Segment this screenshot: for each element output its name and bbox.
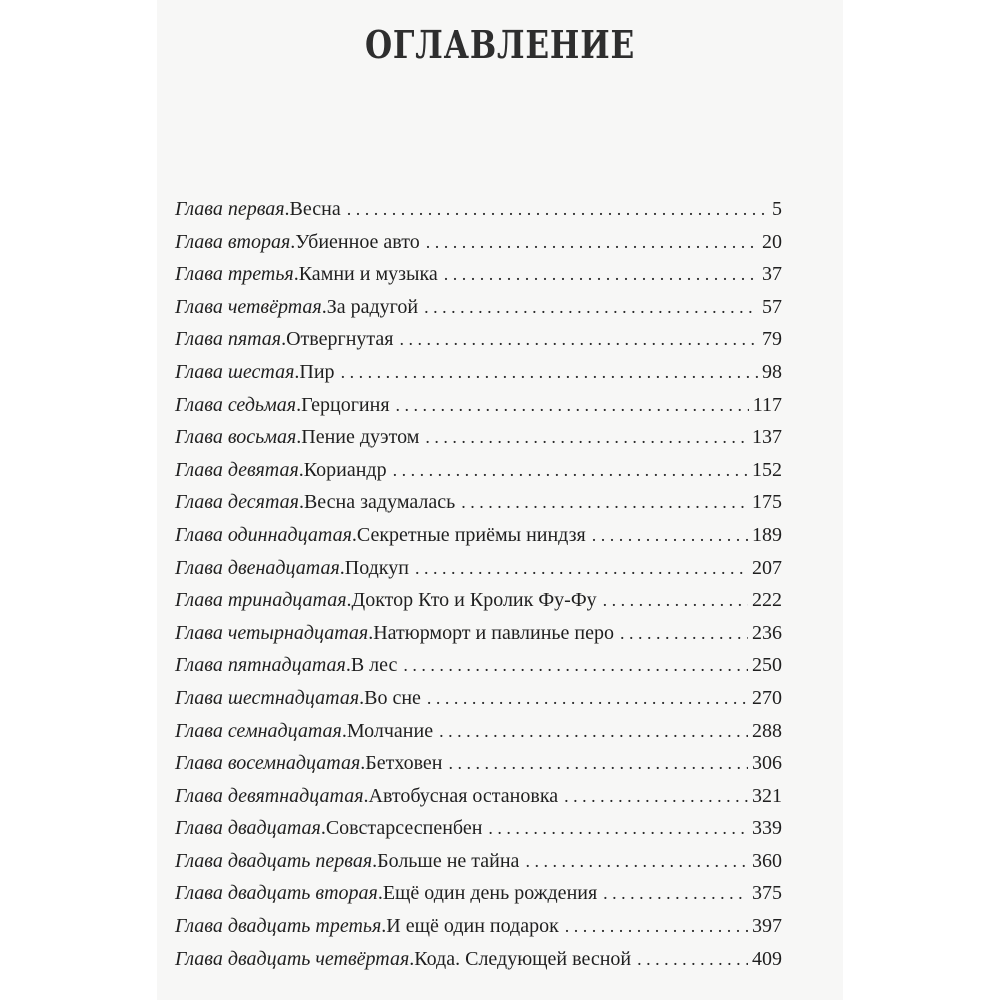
chapter-number: Глава четырнадцатая: [175, 621, 369, 644]
toc-entry: [175, 291, 782, 324]
page-number: 37: [762, 263, 782, 286]
dot-leader: [393, 454, 748, 487]
toc-entry: [175, 258, 782, 291]
dot-leader: [427, 682, 748, 715]
toc-entry: [175, 356, 782, 389]
chapter-number: Глава восьмая: [175, 426, 297, 449]
separator-period: .: [363, 784, 369, 807]
dot-leader: [525, 845, 748, 878]
dot-leader: [637, 943, 748, 976]
chapter-number: Глава девятая: [175, 458, 299, 481]
toc-entry: [175, 910, 782, 943]
page-number: 409: [752, 947, 782, 970]
page-number: 189: [752, 523, 782, 546]
dot-leader: [444, 258, 758, 291]
chapter-number: Глава тринадцатая: [175, 589, 347, 612]
chapter-title: И ещё один подарок: [386, 915, 559, 938]
chapter-title: Секретные приёмы ниндзя: [356, 523, 586, 546]
dot-leader: [449, 747, 748, 780]
toc-entry: [175, 812, 782, 845]
dot-leader: [439, 715, 748, 748]
chapter-number: Глава первая: [175, 198, 285, 220]
chapter-title: Доктор Кто и Кролик Фу-Фу: [351, 589, 597, 612]
separator-period: .: [346, 589, 352, 612]
separator-period: .: [359, 686, 365, 709]
toc-entry: [175, 617, 782, 650]
dot-leader: [426, 226, 758, 259]
page-number: 222: [752, 589, 782, 612]
chapter-title: Весна задумалась: [303, 491, 456, 514]
chapter-number: Глава восемнадцатая: [175, 752, 361, 775]
toc-entry: [175, 323, 782, 356]
dot-leader: [603, 584, 748, 617]
dot-leader: [396, 389, 749, 422]
dot-leader: [399, 323, 758, 356]
chapter-title: Совстарсеспенбен: [325, 817, 483, 840]
separator-period: .: [368, 621, 374, 644]
toc-entry: [175, 682, 782, 715]
page-number: 175: [752, 491, 782, 514]
chapter-title: Отвергнутая: [286, 328, 394, 351]
chapter-title: За радугой: [326, 295, 419, 318]
chapter-title: Пение дуэтом: [301, 426, 420, 449]
toc-entry: [175, 747, 782, 780]
separator-period: .: [320, 817, 326, 840]
chapter-number: Глава одиннадцатая: [175, 523, 352, 546]
chapter-number: Глава десятая: [175, 491, 299, 514]
chapter-number: Глава четвёртая: [175, 295, 322, 318]
toc-entry: [175, 389, 782, 422]
page-number: 270: [752, 686, 782, 709]
separator-period: .: [351, 523, 357, 546]
chapter-title: Больше не тайна: [377, 849, 520, 872]
chapter-title: Натюрморт и павлинье перо: [373, 621, 614, 644]
chapter-title: Бетховен: [365, 752, 443, 775]
separator-period: .: [381, 915, 387, 938]
page-number: 207: [752, 556, 782, 579]
page-number: 375: [752, 882, 782, 905]
separator-period: .: [341, 719, 347, 742]
chapter-title: Весна: [289, 198, 341, 220]
separator-period: .: [409, 947, 415, 970]
page-number: 79: [762, 328, 782, 351]
toc-entry: [175, 584, 782, 617]
page-number: 236: [752, 621, 782, 644]
table-of-contents: [175, 193, 782, 975]
page-number: 152: [752, 458, 782, 481]
chapter-number: Глава шестая: [175, 360, 295, 383]
toc-entry: [175, 486, 782, 519]
chapter-number: Глава третья: [175, 263, 294, 286]
chapter-number: Глава двенадцатая: [175, 556, 340, 579]
toc-entry: [175, 454, 782, 487]
toc-entry: [175, 649, 782, 682]
separator-period: .: [345, 654, 351, 677]
dot-leader: [603, 877, 748, 910]
page-number: 117: [752, 393, 782, 416]
book-page: [157, 0, 843, 1000]
dot-leader: [592, 519, 748, 552]
chapter-title: Молчание: [346, 719, 434, 742]
chapter-title: Подкуп: [344, 556, 409, 579]
page-number: 137: [752, 426, 782, 449]
page-number: 321: [752, 784, 782, 807]
page-number: 20: [762, 230, 782, 253]
dot-leader: [415, 552, 748, 585]
chapter-number: Глава двадцать вторая: [175, 882, 378, 905]
chapter-title: Во сне: [364, 686, 421, 709]
separator-period: .: [281, 328, 287, 351]
chapter-number: Глава пятая: [175, 328, 282, 351]
dot-leader: [488, 812, 748, 845]
page-number: 57: [762, 295, 782, 318]
chapter-title: Убиенное авто: [295, 230, 420, 253]
chapter-number: Глава пятнадцатая: [175, 654, 346, 677]
chapter-title: Камни и музыка: [298, 263, 438, 286]
chapter-number: Глава седьмая: [175, 393, 297, 416]
chapter-number: Глава шестнадцатая: [175, 686, 360, 709]
separator-period: .: [284, 198, 290, 220]
toc-entry: [175, 226, 782, 259]
dot-leader: [347, 193, 768, 226]
page-number: 360: [752, 849, 782, 872]
dot-leader: [424, 291, 758, 324]
page-number: 339: [752, 817, 782, 840]
dot-leader: [341, 356, 758, 389]
toc-entry: [175, 845, 782, 878]
dot-leader: [461, 486, 748, 519]
separator-period: .: [290, 230, 296, 253]
chapter-title: Кориандр: [303, 458, 387, 481]
chapter-title: Автобусная остановка: [368, 784, 559, 807]
toc-entry: [175, 780, 782, 813]
chapter-title: В лес: [350, 654, 398, 677]
page-number: 250: [752, 654, 782, 677]
chapter-title: Герцогиня: [301, 393, 390, 416]
separator-period: .: [339, 556, 345, 579]
page-number: 5: [772, 198, 782, 220]
separator-period: .: [360, 752, 366, 775]
chapter-number: Глава двадцать четвёртая: [175, 947, 410, 970]
page-number: 98: [762, 360, 782, 383]
separator-period: .: [293, 263, 299, 286]
toc-entry: [175, 715, 782, 748]
dot-leader: [403, 649, 748, 682]
toc-entry: [175, 421, 782, 454]
dot-leader: [564, 780, 748, 813]
chapter-number: Глава семнадцатая: [175, 719, 342, 742]
chapter-title: Пир: [299, 360, 335, 383]
page-number: 306: [752, 752, 782, 775]
chapter-number: Глава вторая: [175, 230, 291, 253]
toc-entry: [175, 519, 782, 552]
toc-entry: [175, 943, 782, 976]
chapter-number: Глава двадцать первая: [175, 849, 373, 872]
separator-period: .: [372, 849, 378, 872]
chapter-number: Глава девятнадцатая: [175, 784, 364, 807]
separator-period: .: [294, 360, 300, 383]
separator-period: .: [298, 491, 304, 514]
toc-entry: [175, 193, 782, 226]
toc-entry: [175, 877, 782, 910]
dot-leader: [425, 421, 748, 454]
page-title: ОГЛАВЛЕНИЕ: [364, 22, 636, 67]
toc-entry: [175, 552, 782, 585]
chapter-title: Ещё один день рождения: [382, 882, 598, 905]
separator-period: .: [296, 426, 302, 449]
separator-period: .: [377, 882, 383, 905]
dot-leader: [565, 910, 748, 943]
separator-period: .: [321, 295, 327, 318]
dot-leader: [620, 617, 748, 650]
page-number: 397: [752, 915, 782, 938]
separator-period: .: [296, 393, 302, 416]
chapter-title: Кода. Следующей весной: [414, 947, 632, 970]
page-number: 288: [752, 719, 782, 742]
separator-period: .: [298, 458, 304, 481]
chapter-number: Глава двадцать третья: [175, 915, 382, 938]
chapter-number: Глава двадцатая: [175, 817, 321, 840]
